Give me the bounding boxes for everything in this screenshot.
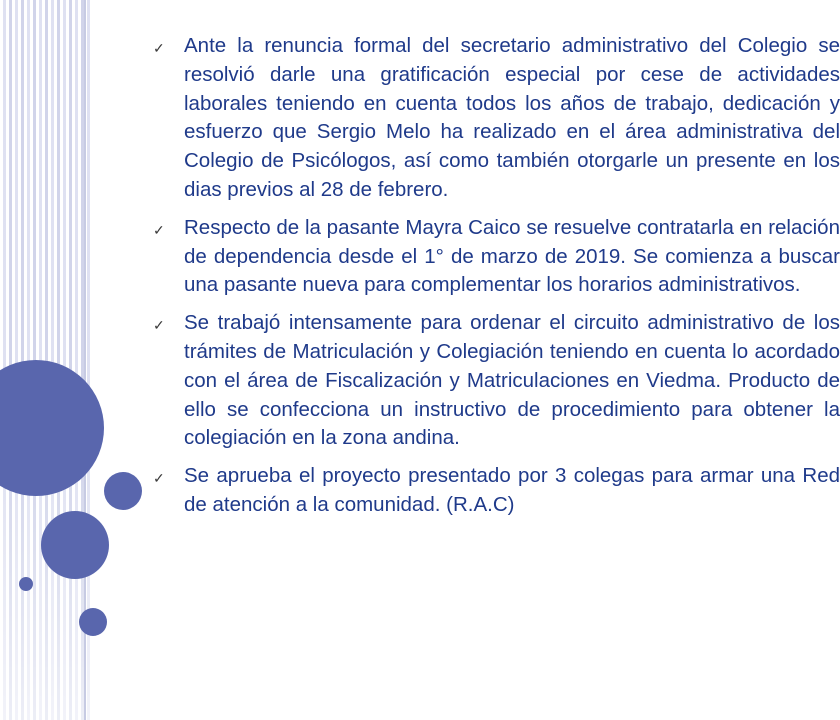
check-icon: ✓ — [153, 40, 165, 56]
bullet-text: Se trabajó intensamente para ordenar el circuito administrativo de los trámites de Matriculación y Colegiación teniendo en cuenta lo acordado con el área de Fiscalización y Matriculaciones en Viedma. Producto de ello se confecciona un instructivo de procedimiento para obtener la colegiación en la zona andina. — [184, 311, 840, 450]
list-item — [150, 309, 840, 453]
bullet-list — [150, 32, 840, 529]
list-item — [150, 32, 840, 205]
bullet-text: Respecto de la pasante Mayra Caico se resuelve contratarla en relación de dependencia desde el 1° de marzo de 2019. Se comienza a buscar una pasante nueva para complementar los horarios administrativos. — [184, 215, 840, 297]
decorative-circle-small — [104, 472, 142, 510]
check-icon: ✓ — [153, 317, 165, 334]
bullet-text: Ante la renuncia formal del secretario administrativo del Colegio se resolvió darle una gratificación especial por cese de actividades laborales teniendo en cuenta todos los años de trabajo, dedicación y esfuerzo que Sergio Melo ha realizado en el área administrativa del Colegio de Psicólogos, así como también otorgarle un presente en los dias previos al 28 de febrero. — [184, 34, 840, 201]
decorative-circle-small — [79, 608, 107, 636]
list-item — [150, 462, 840, 520]
decorative-circle-medium — [41, 511, 109, 579]
list-item — [150, 214, 840, 300]
decorative-circle-tiny — [19, 577, 33, 591]
check-icon: ✓ — [153, 470, 165, 487]
check-icon: ✓ — [153, 221, 165, 238]
bullet-text: Se aprueba el proyecto presentado por 3 colegas para armar una Red de atención a la comunidad. (R.A.C) — [184, 464, 840, 516]
